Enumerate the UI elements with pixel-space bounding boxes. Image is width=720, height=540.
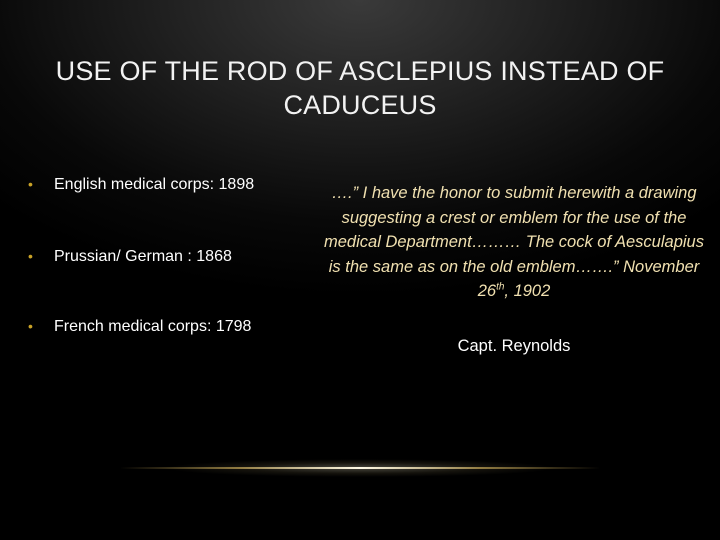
quote-text <box>318 181 710 304</box>
signature: Capt. Reynolds <box>457 337 571 355</box>
slide-title: USE OF THE ROD OF ASCLEPIUS INSTEAD OF CADUCEUS <box>55 56 665 120</box>
list-item <box>28 176 254 194</box>
bullet-text: English medical corps: 1898 <box>54 176 255 193</box>
bullet-text: French medical corps: 1798 <box>54 318 252 335</box>
bullet-text: Prussian/ German : 1868 <box>54 248 232 265</box>
quote-main: ….” I have the honor to submit herewith a drawing suggesting a crest or emblem for the use of the medical Department……… The cock of Aesculapius is the same as on the old emblem…….” November 26 <box>324 184 704 300</box>
bullet-icon: • <box>28 176 33 192</box>
list-item <box>28 248 232 266</box>
quote-end: , 1902 <box>504 282 551 300</box>
decorative-glow-line <box>120 467 600 469</box>
list-item <box>28 318 251 336</box>
bullet-icon: • <box>28 248 33 264</box>
bullet-icon: • <box>28 318 33 334</box>
quote-date-suffix: th <box>496 281 505 293</box>
